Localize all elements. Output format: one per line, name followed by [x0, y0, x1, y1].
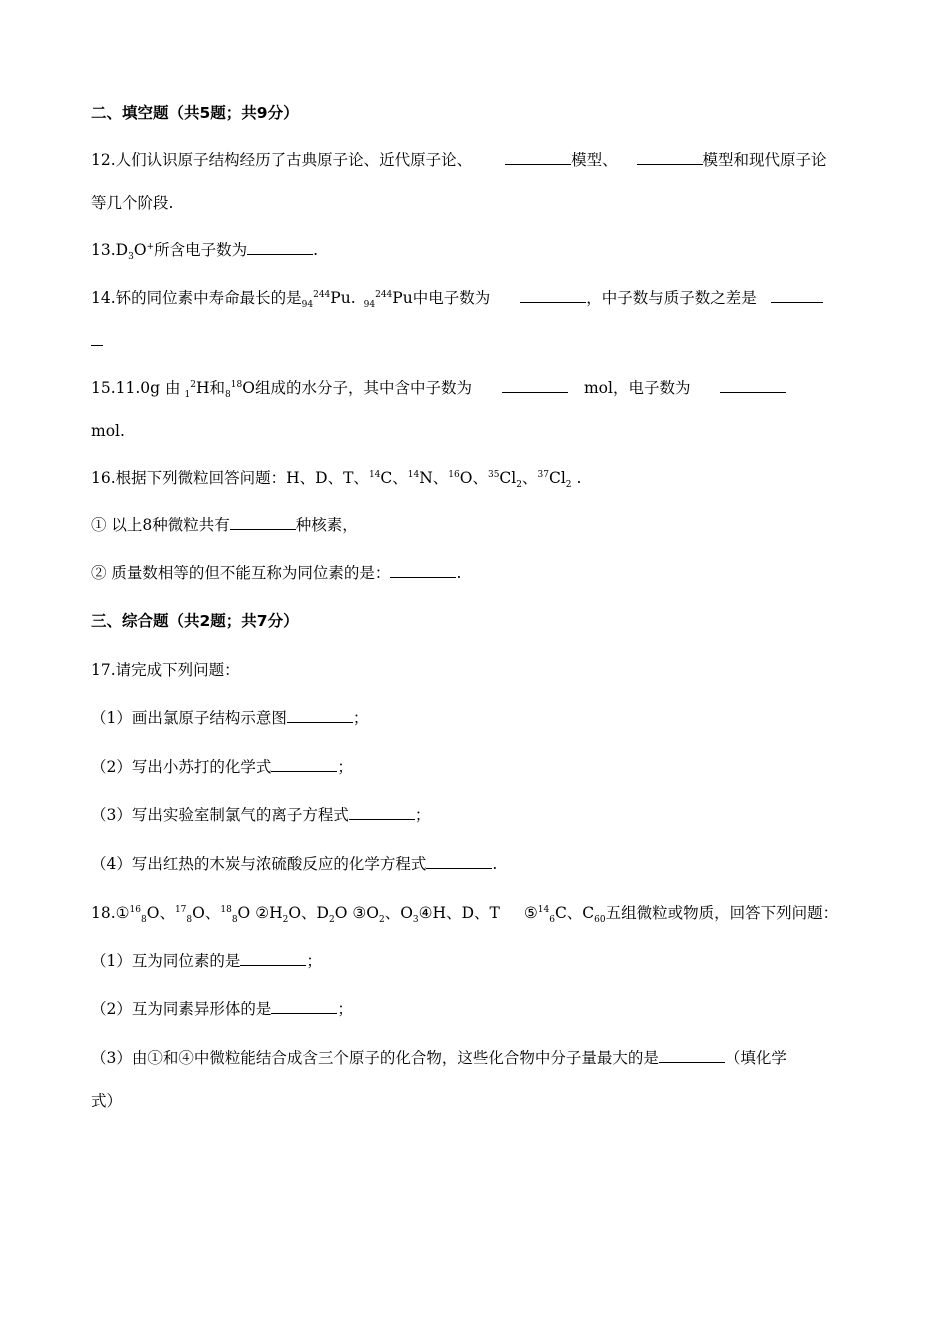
- q18-a3-end: （填化学: [724, 1049, 787, 1067]
- q14-a2: 244: [375, 289, 393, 300]
- question-16-sub1: [91, 514, 358, 536]
- q16-o16: 16: [448, 469, 460, 480]
- question-18-part1: [91, 950, 322, 972]
- q18-o2: O、: [192, 904, 221, 922]
- q18-a3: （3）由①和④中微粒能结合成含三个原子的化合物，这些化合物中分子量最大的是: [91, 1049, 659, 1067]
- q16-prefix: 16.根据下列微粒回答问题：H、D、T、: [91, 469, 369, 487]
- q18-c: C、C: [554, 904, 595, 922]
- q13-o: O: [133, 241, 147, 259]
- q16-cl2: Cl: [548, 469, 566, 487]
- q18-o16: 16: [129, 904, 141, 915]
- answer-blank[interactable]: [771, 288, 823, 303]
- section-heading-fill-in: 二、填空题（共5题；共9分）: [91, 104, 299, 122]
- q16-sub2-a: ② 质量数相等的但不能互称为同位素的是：: [91, 564, 391, 582]
- question-17-title: 17.请完成下列问题：: [91, 661, 240, 679]
- q18-a1: （1）互为同位素的是: [91, 952, 241, 970]
- answer-blank[interactable]: [637, 150, 703, 165]
- q16-sub2: 2: [516, 480, 522, 491]
- q18-sub60: 60: [594, 915, 606, 926]
- q18-h2o: O、D: [288, 904, 329, 922]
- answer-blank-continued[interactable]: [91, 331, 103, 346]
- question-13: [91, 239, 318, 261]
- q18-o18: 18: [220, 904, 232, 915]
- q15-h-z: 1: [184, 390, 191, 401]
- q15-and: 和: [209, 379, 226, 397]
- q16-c: C、: [380, 469, 408, 487]
- q15-o: O: [242, 379, 255, 397]
- q16-cl: Cl: [499, 469, 517, 487]
- q17-end: .: [492, 855, 498, 873]
- q17-p2: （2）写出小苏打的化学式: [91, 758, 272, 776]
- q18-text: 五组微粒或物质，回答下列问题：: [605, 904, 839, 922]
- question-16-sub2: [91, 562, 461, 584]
- q14-pu2: Pu: [392, 289, 413, 307]
- q17-semi: ；: [352, 709, 369, 727]
- q16-sub2-b: .: [456, 564, 462, 582]
- question-17-part4: [91, 853, 497, 875]
- q15-text-a: 组成的水分子，其中含中子数为: [254, 379, 472, 397]
- question-14-line1: [91, 287, 823, 309]
- question-18-part2: [91, 998, 353, 1020]
- q15-o-z: 8: [225, 390, 231, 401]
- answer-blank[interactable]: [426, 854, 492, 869]
- q18-semi: ；: [306, 952, 322, 970]
- q15-prefix: 15.11.0g 由: [91, 379, 181, 397]
- q18-p3: ③O: [347, 904, 379, 922]
- q13-prefix: 13.D: [91, 241, 129, 259]
- q17-p4: （4）写出红热的木炭与浓硫酸反应的化学方程式: [91, 855, 427, 873]
- q18-p5: ⑤: [523, 904, 538, 922]
- answer-blank[interactable]: [247, 240, 313, 255]
- answer-blank[interactable]: [271, 757, 337, 772]
- q12-text-b: 模型、: [571, 151, 618, 169]
- q18-o-last: O: [237, 904, 251, 922]
- question-15-line1: [91, 377, 786, 399]
- q16-n: N、: [419, 469, 449, 487]
- q13-sup: +: [146, 241, 155, 252]
- q16-sub2b: 2: [565, 480, 572, 491]
- q18-p2: ②H: [250, 904, 283, 922]
- question-17-part1: [91, 707, 368, 729]
- q16-c14: 14: [368, 469, 381, 480]
- q18-z6: 6: [549, 915, 555, 926]
- section-heading-comprehensive: 三、综合题（共2题；共7分）: [91, 612, 299, 630]
- answer-blank[interactable]: [659, 1048, 725, 1063]
- q18-z8: 8: [141, 915, 147, 926]
- q17-semi: ；: [337, 758, 353, 776]
- q16-sub1-b: 种核素，: [295, 516, 358, 534]
- q13-end: .: [313, 241, 319, 259]
- question-12-line2: 等几个阶段.: [91, 194, 174, 212]
- q14-z: 94: [301, 300, 314, 311]
- q16-n14: 14: [407, 469, 420, 480]
- q18-o: O、: [146, 904, 175, 922]
- q14-z2: 94: [363, 300, 376, 311]
- question-16: [91, 467, 581, 489]
- q18-o17: 17: [174, 904, 187, 915]
- question-17-part2: [91, 756, 353, 778]
- q18-sub3: 3: [412, 915, 419, 926]
- q18-sub2b: 2: [328, 915, 335, 926]
- question-15-line2: mol.: [91, 422, 125, 440]
- answer-blank[interactable]: [287, 708, 353, 723]
- q18-c14: 14: [537, 904, 550, 915]
- answer-blank[interactable]: [520, 288, 586, 303]
- q14-a: 244: [313, 289, 331, 300]
- q17-p3: （3）写出实验室制氯气的离子方程式: [91, 806, 349, 824]
- answer-blank[interactable]: [271, 999, 337, 1014]
- question-12-line1: [91, 149, 827, 171]
- q16-o: O、: [459, 469, 488, 487]
- q16-end: .: [571, 469, 582, 487]
- answer-blank[interactable]: [502, 378, 568, 393]
- q15-o-a: 18: [230, 379, 243, 390]
- q18-prefix: 18.①: [91, 904, 130, 922]
- q13-text: 所含电子数为: [154, 241, 248, 259]
- question-18-part3: [91, 1047, 787, 1069]
- q18-o3-sep: 、O: [384, 904, 413, 922]
- q14-text-a: 中电子数为: [412, 289, 491, 307]
- q18-a2: （2）互为同素异形体的是: [91, 1000, 272, 1018]
- q15-unit-a: mol，电子数为: [583, 379, 691, 397]
- q14-prefix: 14.钚的同位素中寿命最长的是: [91, 289, 302, 307]
- answer-blank[interactable]: [505, 150, 571, 165]
- q18-z8c: 8: [231, 915, 238, 926]
- q17-p1: （1）画出氯原子结构示意图: [91, 709, 287, 727]
- answer-blank[interactable]: [230, 515, 296, 530]
- q16-sep: 、: [521, 469, 538, 487]
- answer-blank[interactable]: [349, 805, 415, 820]
- answer-blank[interactable]: [240, 951, 306, 966]
- q18-z8b: 8: [186, 915, 193, 926]
- q16-cl35: 35: [487, 469, 500, 480]
- question-18: [91, 902, 838, 924]
- q18-sub2: 2: [282, 915, 289, 926]
- q17-semi: ；: [414, 806, 431, 824]
- q16-sub1-a: ① 以上8种微粒共有: [91, 516, 230, 534]
- answer-blank[interactable]: [390, 563, 456, 578]
- q18-semi: ；: [337, 1000, 353, 1018]
- q12-text-a: 12.人们认识原子结构经历了古典原子论、近代原子论、: [91, 151, 473, 169]
- q12-text-c: 模型和现代原子论: [702, 151, 827, 169]
- q18-sub2c: 2: [378, 915, 385, 926]
- q18-d2o: O: [334, 904, 348, 922]
- question-14-line2: [91, 330, 103, 352]
- q16-cl37: 37: [537, 469, 549, 480]
- q15-h: H: [195, 379, 210, 397]
- q14-pu: Pu.: [330, 289, 356, 307]
- answer-blank[interactable]: [720, 378, 786, 393]
- question-18-part3-cont: 式）: [91, 1092, 123, 1110]
- question-17-part3: [91, 804, 430, 826]
- q13-sub: 3: [128, 252, 134, 263]
- q18-p4: ④H、D、T: [418, 904, 500, 922]
- q15-h-a: 2: [190, 379, 196, 390]
- q14-text-b: ，中子数与质子数之差是: [586, 289, 757, 307]
